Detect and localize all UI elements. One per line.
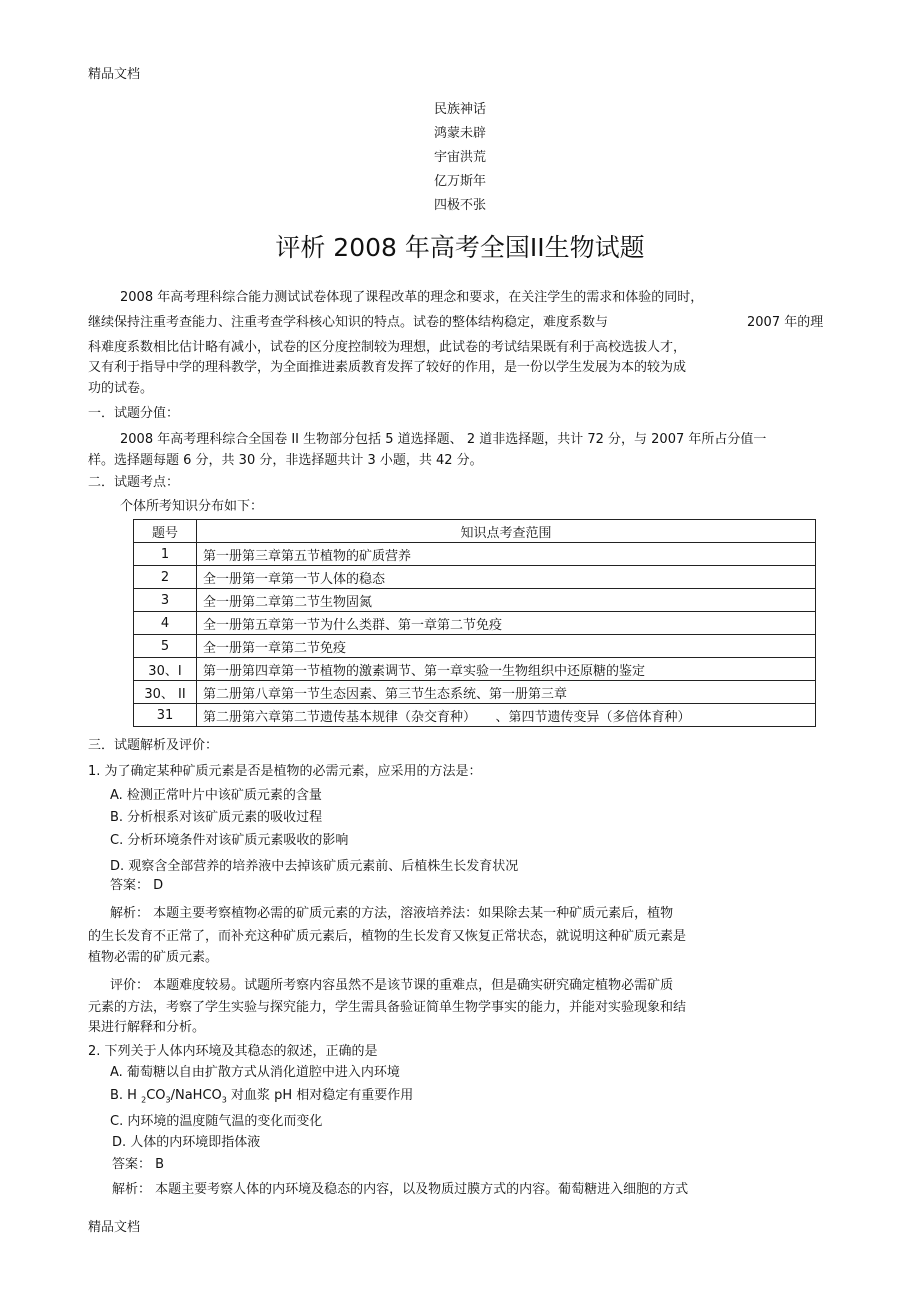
table-row (134, 658, 816, 681)
cell: 全一册第二章第二节生物固氮 (197, 589, 816, 612)
section-heading: 二．试题考点： (88, 475, 180, 490)
subscript: 2 (141, 1095, 147, 1105)
cell: 全一册第一章第一节人体的稳态 (197, 566, 816, 589)
cell: 3 (134, 589, 197, 612)
header-cell: 题号 (134, 520, 197, 543)
document-title: 评析 2008 年高考全国II生物试题 (275, 233, 645, 262)
table-row (134, 704, 816, 727)
subscript: 3 (165, 1095, 171, 1105)
intro-line: 继续保持注重考查能力、注重考查学科核心知识的特点。试卷的整体结构稳定，难度系数与 (88, 315, 609, 330)
cell: 2 (134, 566, 197, 589)
cell: 5 (134, 635, 197, 658)
option: A. 检测正常叶片中该矿质元素的含量 (110, 788, 322, 803)
table-row (134, 612, 816, 635)
option (110, 1087, 413, 1110)
table-row (134, 589, 816, 612)
option: D. 人体的内环境即指体液 (112, 1135, 261, 1150)
question-stem: 1. 为了确定某种矿质元素是否是植物的必需元素，应采用的方法是： (88, 764, 482, 779)
option: A. 葡萄糖以自由扩散方式从消化道腔中进入内环境 (110, 1065, 400, 1080)
text: /NaHCO (170, 1088, 222, 1103)
cell: 31 (134, 704, 197, 727)
option: C. 内环境的温度随气温的变化而变化 (110, 1114, 323, 1129)
analysis-line: 的生长发育不正常了，而补充这种矿质元素后，植物的生长发育又恢复正常状态，就说明这种矿质元素是 (88, 929, 687, 944)
body-line: 样。选择题每题 6 分，共 30 分，非选择题共计 3 小题，共 42 分。 (88, 453, 483, 468)
intro-line: 科难度系数相比估计略有减小，试卷的区分度控制较为理想，此试卷的考试结果既有利于高校选拔人才， (88, 340, 687, 355)
section-heading: 一．试题分值： (88, 406, 180, 421)
text: 对血浆 pH 相对稳定有重要作用 (226, 1088, 414, 1103)
knowledge-table (133, 519, 816, 727)
poem-line: 宇宙洪荒 (433, 150, 486, 165)
poem-line: 四极不张 (433, 198, 486, 213)
body-line: 2008 年高考理科综合全国卷 II 生物部分包括 5 道选择题、 2 道非选择题，共计 72 分，与 2007 年所占分值一 (120, 432, 767, 447)
cell: 第二册第六章第二节遗传基本规律（杂交育种） 、第四节遗传变异（多倍体育种） (197, 704, 816, 727)
cell: 1 (134, 543, 197, 566)
poem-line: 鸿蒙未辟 (433, 126, 486, 141)
question-stem: 2. 下列关于人体内环境及其稳态的叙述，正确的是 (88, 1044, 378, 1059)
cell: 第一册第三章第五节植物的矿质营养 (197, 543, 816, 566)
text: B. H (110, 1088, 142, 1103)
analysis-line: 植物必需的矿质元素。 (88, 950, 219, 965)
table-row (134, 566, 816, 589)
page-header: 精品文档 (88, 67, 141, 82)
section-heading: 三．试题解析及评价： (88, 738, 219, 753)
intro-line: 2007 年的理 (747, 315, 824, 330)
cell: 第二册第八章第一节生态因素、第三节生态系统、第一册第三章 (197, 681, 816, 704)
analysis-line: 解析： 本题主要考察植物必需的矿质元素的方法，溶液培养法：如果除去某一种矿质元素后，植物 (110, 906, 674, 921)
analysis-line: 解析： 本题主要考察人体的内环境及稳态的内容，以及物质过膜方式的内容。葡萄糖进入细胞的方式 (112, 1182, 689, 1197)
poem-line: 亿万斯年 (433, 174, 486, 189)
review-line: 元素的方法，考察了学生实验与探究能力，学生需具备验证简单生物学事实的能力，并能对实验现象和结 (88, 1000, 687, 1015)
intro-line: 又有利于指导中学的理科教学，为全面推进素质教育发挥了较好的作用，是一份以学生发展为本的较为成 (88, 360, 687, 375)
table-row (134, 681, 816, 704)
header-cell: 知识点考查范围 (197, 520, 816, 543)
poem-line: 民族神话 (433, 102, 486, 117)
option: B. 分析根系对该矿质元素的吸收过程 (110, 810, 323, 825)
cell: 全一册第五章第一节为什么类群、第一章第二节免疫 (197, 612, 816, 635)
table-row (134, 635, 816, 658)
cell: 30、I (134, 658, 197, 681)
option: C. 分析环境条件对该矿质元素吸收的影响 (110, 833, 349, 848)
intro-line: 2008 年高考理科综合能力测试试卷体现了课程改革的理念和要求，在关注学生的需求和体验的同时， (120, 290, 704, 305)
body-line: 个体所考知识分布如下： (120, 499, 264, 514)
answer: 答案： D (110, 878, 164, 893)
text: CO (146, 1088, 166, 1103)
page-footer: 精品文档 (88, 1220, 141, 1235)
cell: 4 (134, 612, 197, 635)
review-line: 果进行解释和分析。 (88, 1020, 206, 1035)
cell: 30、 II (134, 681, 197, 704)
answer: 答案： B (112, 1157, 165, 1172)
review-line: 评价： 本题难度较易。试题所考察内容虽然不是该节课的重难点，但是确实研究确定植物必需矿质 (110, 978, 674, 993)
table-row (134, 543, 816, 566)
cell: 全一册第一章第二节免疫 (197, 635, 816, 658)
intro-line: 功的试卷。 (88, 381, 154, 396)
cell: 第一册第四章第一节植物的激素调节、第一章实验一生物组织中还原糖的鉴定 (197, 658, 816, 681)
subscript: 3 (221, 1095, 227, 1105)
option: D. 观察含全部营养的培养液中去掉该矿质元素前、后植株生长发育状况 (110, 859, 519, 874)
